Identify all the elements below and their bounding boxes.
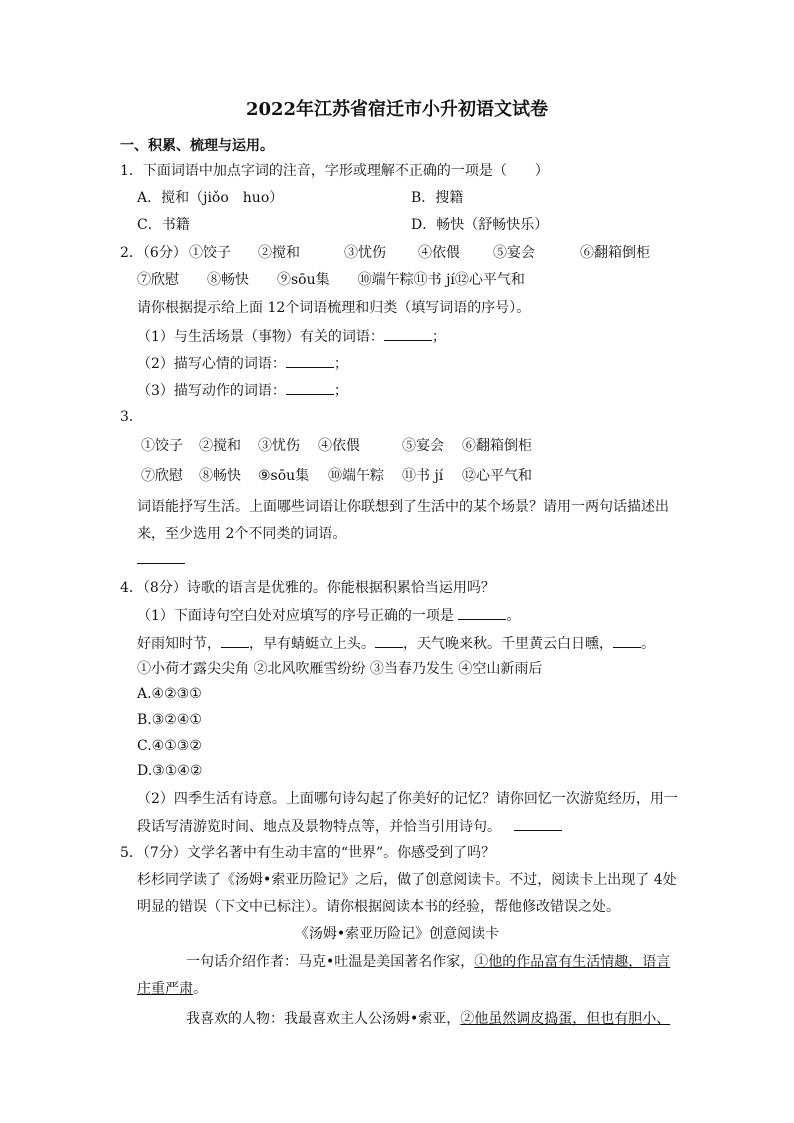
answer-blank[interactable] bbox=[286, 380, 334, 395]
q2-sub3-text: （3）描写动作的词语： bbox=[137, 383, 286, 399]
poem-blank[interactable] bbox=[613, 633, 641, 648]
q3-text-line2: 来，至少选用 2个不同类的词语。 bbox=[137, 526, 347, 542]
q2-semicolon: ； bbox=[333, 383, 348, 399]
q1-stem: 1．下面词语中加点字词的注音，字形或理解不正确的一项是（ ） bbox=[120, 163, 549, 179]
poem-part: ，早有蜻蜓立上头。 bbox=[249, 636, 375, 652]
poem-part: 。 bbox=[641, 636, 655, 652]
q3-item: ⑩端午粽 bbox=[328, 468, 384, 484]
q4-option-a: A.④②③① bbox=[137, 686, 202, 702]
q2-sub1 bbox=[137, 326, 446, 347]
q4-poem-line bbox=[137, 633, 655, 654]
marked-error-1: ①他的作品富有生活情趣，语言 bbox=[474, 954, 671, 970]
q4-sub2-text: 段话写清游览时间、地点及景物特点等，并恰当引用诗句。 bbox=[137, 819, 501, 835]
q4-options-line: ①小荷才露尖尖角 ②北风吹雁雪纷纷 ③当春乃发生 ④空山新雨后 bbox=[137, 661, 543, 677]
q2-sub1-text: （1）与生活场景（事物）有关的词语： bbox=[137, 329, 384, 345]
q2-sub2 bbox=[137, 353, 348, 374]
answer-blank[interactable] bbox=[137, 563, 185, 564]
q1-option-a: A．搅和（jiǒo huo） bbox=[137, 190, 284, 206]
section-heading: 一、积累、梳理与运用。 bbox=[120, 138, 274, 154]
q3-item: ⑫心平气和 bbox=[462, 468, 532, 484]
q3-item: ②搅和 bbox=[199, 438, 241, 454]
answer-blank[interactable] bbox=[384, 326, 432, 341]
q4-option-b: B.③②④① bbox=[137, 712, 202, 728]
card-line1 bbox=[186, 952, 670, 972]
q2-instruction: 请你根据提示给上面 12个词语梳理和归类（填写词语的序号）。 bbox=[137, 300, 531, 316]
card-line2 bbox=[137, 979, 207, 999]
card-line3-text: 我喜欢的人物：我最喜欢主人公汤姆•索亚， bbox=[186, 1011, 461, 1027]
q5-para-line2: 明显的错误（下文中已标注）。请你根据阅读本书的经验，帮他修改错误之处。 bbox=[137, 899, 620, 915]
q3-item: ⑨sōu集 bbox=[258, 468, 310, 484]
q3-item: ⑦欣慰 bbox=[141, 468, 183, 484]
q3-item: ⑪书 jí bbox=[402, 468, 444, 484]
q1-option-c: C．书籍 bbox=[137, 217, 190, 233]
poem-part: ，天气晚来秋。千里黄云白日曛， bbox=[403, 636, 613, 652]
card-line1-text: 一句话介绍作者：马克•吐温是美国著名作家， bbox=[186, 954, 475, 970]
q3-item: ⑧畅快 bbox=[199, 468, 241, 484]
q2-item: ⑤宴会 bbox=[493, 245, 535, 261]
reading-card-title: 《汤姆•索亚历险记》创意阅读卡 bbox=[294, 926, 500, 942]
q2-item: ⑥翻箱倒柜 bbox=[580, 245, 650, 261]
q4-sub1-end: 。 bbox=[506, 608, 521, 624]
q3-number: 3． bbox=[120, 409, 143, 425]
q2-sub2-text: （2）描写心情的词语： bbox=[137, 356, 286, 372]
q2-item: ②搅和 bbox=[258, 245, 300, 261]
poem-part: 好雨知时节， bbox=[137, 636, 221, 652]
q2-semicolon: ； bbox=[431, 329, 446, 345]
q4-sub2-line1: （2）四季生活有诗意。上面哪句诗勾起了你美好的记忆？请你回忆一次游览经历，用一 bbox=[137, 791, 678, 807]
q4-sub2-line2 bbox=[137, 816, 562, 837]
q3-item: ③忧伤 bbox=[258, 438, 300, 454]
q5-stem: 5．（7分）文学名著中有生动丰富的“世界”。你感受到了吗？ bbox=[120, 845, 496, 861]
q2-item: ①饺子 bbox=[189, 245, 231, 261]
q3-item: ①饺子 bbox=[141, 438, 183, 454]
q4-sub1 bbox=[137, 605, 520, 626]
q2-line2: ⑦欣慰 ⑧畅快 ⑨sōu集 ⑩端午粽⑪书 jí⑫心平气和 bbox=[137, 272, 525, 288]
q4-option-c: C.④①③② bbox=[137, 738, 202, 754]
answer-blank[interactable] bbox=[458, 605, 506, 620]
q3-item: ④依偎 bbox=[318, 438, 360, 454]
q3-item: ⑥翻箱倒柜 bbox=[462, 438, 532, 454]
q4-option-d: D.③①④② bbox=[137, 763, 203, 779]
card-line3 bbox=[186, 1009, 670, 1029]
marked-error-1-cont: 庄重严肃 bbox=[137, 981, 193, 997]
poem-blank[interactable] bbox=[221, 633, 249, 648]
q2-sub3 bbox=[137, 380, 348, 401]
q3-item: ⑤宴会 bbox=[402, 438, 444, 454]
answer-blank[interactable] bbox=[286, 353, 334, 368]
q2-prefix: 2．（6分） bbox=[120, 245, 187, 261]
q2-item: ③忧伤 bbox=[344, 245, 386, 261]
page-title: 2022年江苏省宿迁市小升初语文试卷 bbox=[245, 99, 549, 120]
q3-text-line1: 词语能抒写生活。上面哪些词语让你联想到了生活中的某个场景？请用一两句话描述出 bbox=[137, 499, 669, 515]
q1-option-b: B．搜籍 bbox=[411, 190, 464, 206]
q4-sub1-text: （1）下面诗句空白处对应填写的序号正确的一项是 bbox=[137, 608, 454, 624]
q2-item: ④依偎 bbox=[418, 245, 460, 261]
answer-blank[interactable] bbox=[514, 816, 562, 831]
q2-semicolon: ； bbox=[333, 356, 348, 372]
card-line2-end: 。 bbox=[193, 981, 207, 997]
q1-option-d: D．畅快（舒畅快乐） bbox=[411, 217, 549, 233]
poem-blank[interactable] bbox=[375, 633, 403, 648]
q5-para-line1: 杉杉同学读了《汤姆•索亚历险记》之后，做了创意阅读卡。不过，阅读卡上出现了 4处 bbox=[137, 872, 677, 888]
marked-error-2: ②他虽然调皮捣蛋，但也有胆小、 bbox=[460, 1011, 671, 1027]
q4-stem: 4．（8分）诗歌的语言是优雅的。你能根据积累恰当运用吗？ bbox=[120, 580, 495, 596]
